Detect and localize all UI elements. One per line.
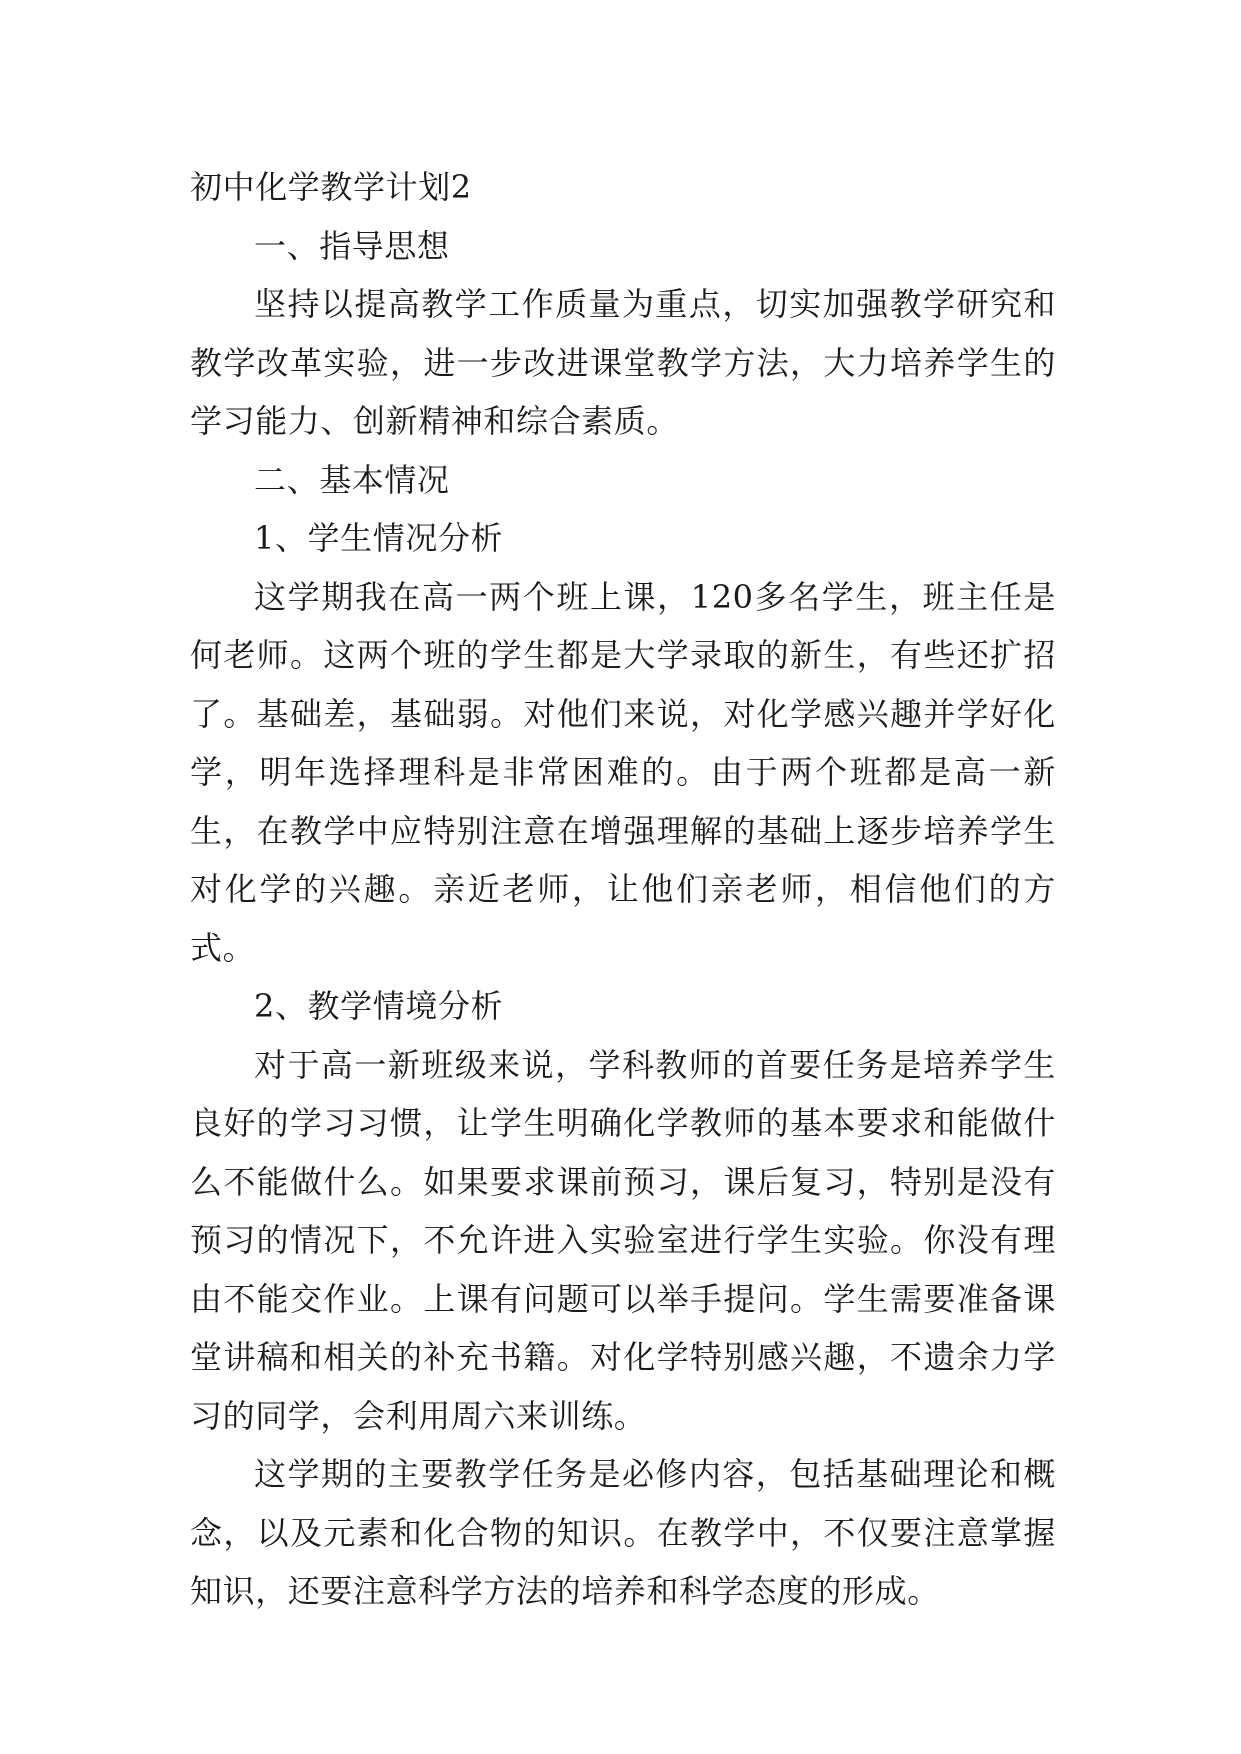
document-title: 初中化学教学计划2 xyxy=(190,168,472,206)
subsection-heading-teaching-analysis: 2、教学情境分析 xyxy=(254,987,504,1025)
section-heading-guiding-ideology: 一、指导思想 xyxy=(254,226,450,265)
paragraph-teaching-tasks: 这学期的主要教学任务是必修内容，包括基础理论和概念，以及元素和化合物的知识。在教学中，不仅要注意掌握知识，还要注意科学方法的培养和科学态度的形成。 xyxy=(190,1455,1056,1610)
document-body xyxy=(190,158,1056,1621)
paragraph-guiding-ideology: 坚持以提高教学工作质量为重点，切实加强教学研究和教学改革实验，进一步改进课堂教学方法，大力培养学生的学习能力、创新精神和综合素质。 xyxy=(190,285,1056,440)
section-heading-basic-situation: 二、基本情况 xyxy=(254,460,450,499)
paragraph-student-analysis: 这学期我在高一两个班上课，120多名学生，班主任是何老师。这两个班的学生都是大学录取的新生，有些还扩招了。基础差，基础弱。对他们来说，对化学感兴趣并学好化学，明年选择理科是非常困难的。由于两个班都是高一新生，在教学中应特别注意在增强理解的基础上逐步培养学生对化学的兴趣。亲近老师，让他们亲老师，相信他们的方式。 xyxy=(190,577,1056,967)
paragraph-teaching-analysis: 对于高一新班级来说，学科教师的首要任务是培养学生良好的学习习惯，让学生明确化学教师的基本要求和能做什么不能做什么。如果要求课前预习，课后复习，特别是没有预习的情况下，不允许进入实验室进行学生实验。你没有理由不能交作业。上课有问题可以举手提问。学生需要准备课堂讲稿和相关的补充书籍。对化学特别感兴趣，不遗余力学习的同学，会利用周六来训练。 xyxy=(190,1045,1056,1435)
subsection-heading-student-analysis: 1、学生情况分析 xyxy=(254,519,504,557)
